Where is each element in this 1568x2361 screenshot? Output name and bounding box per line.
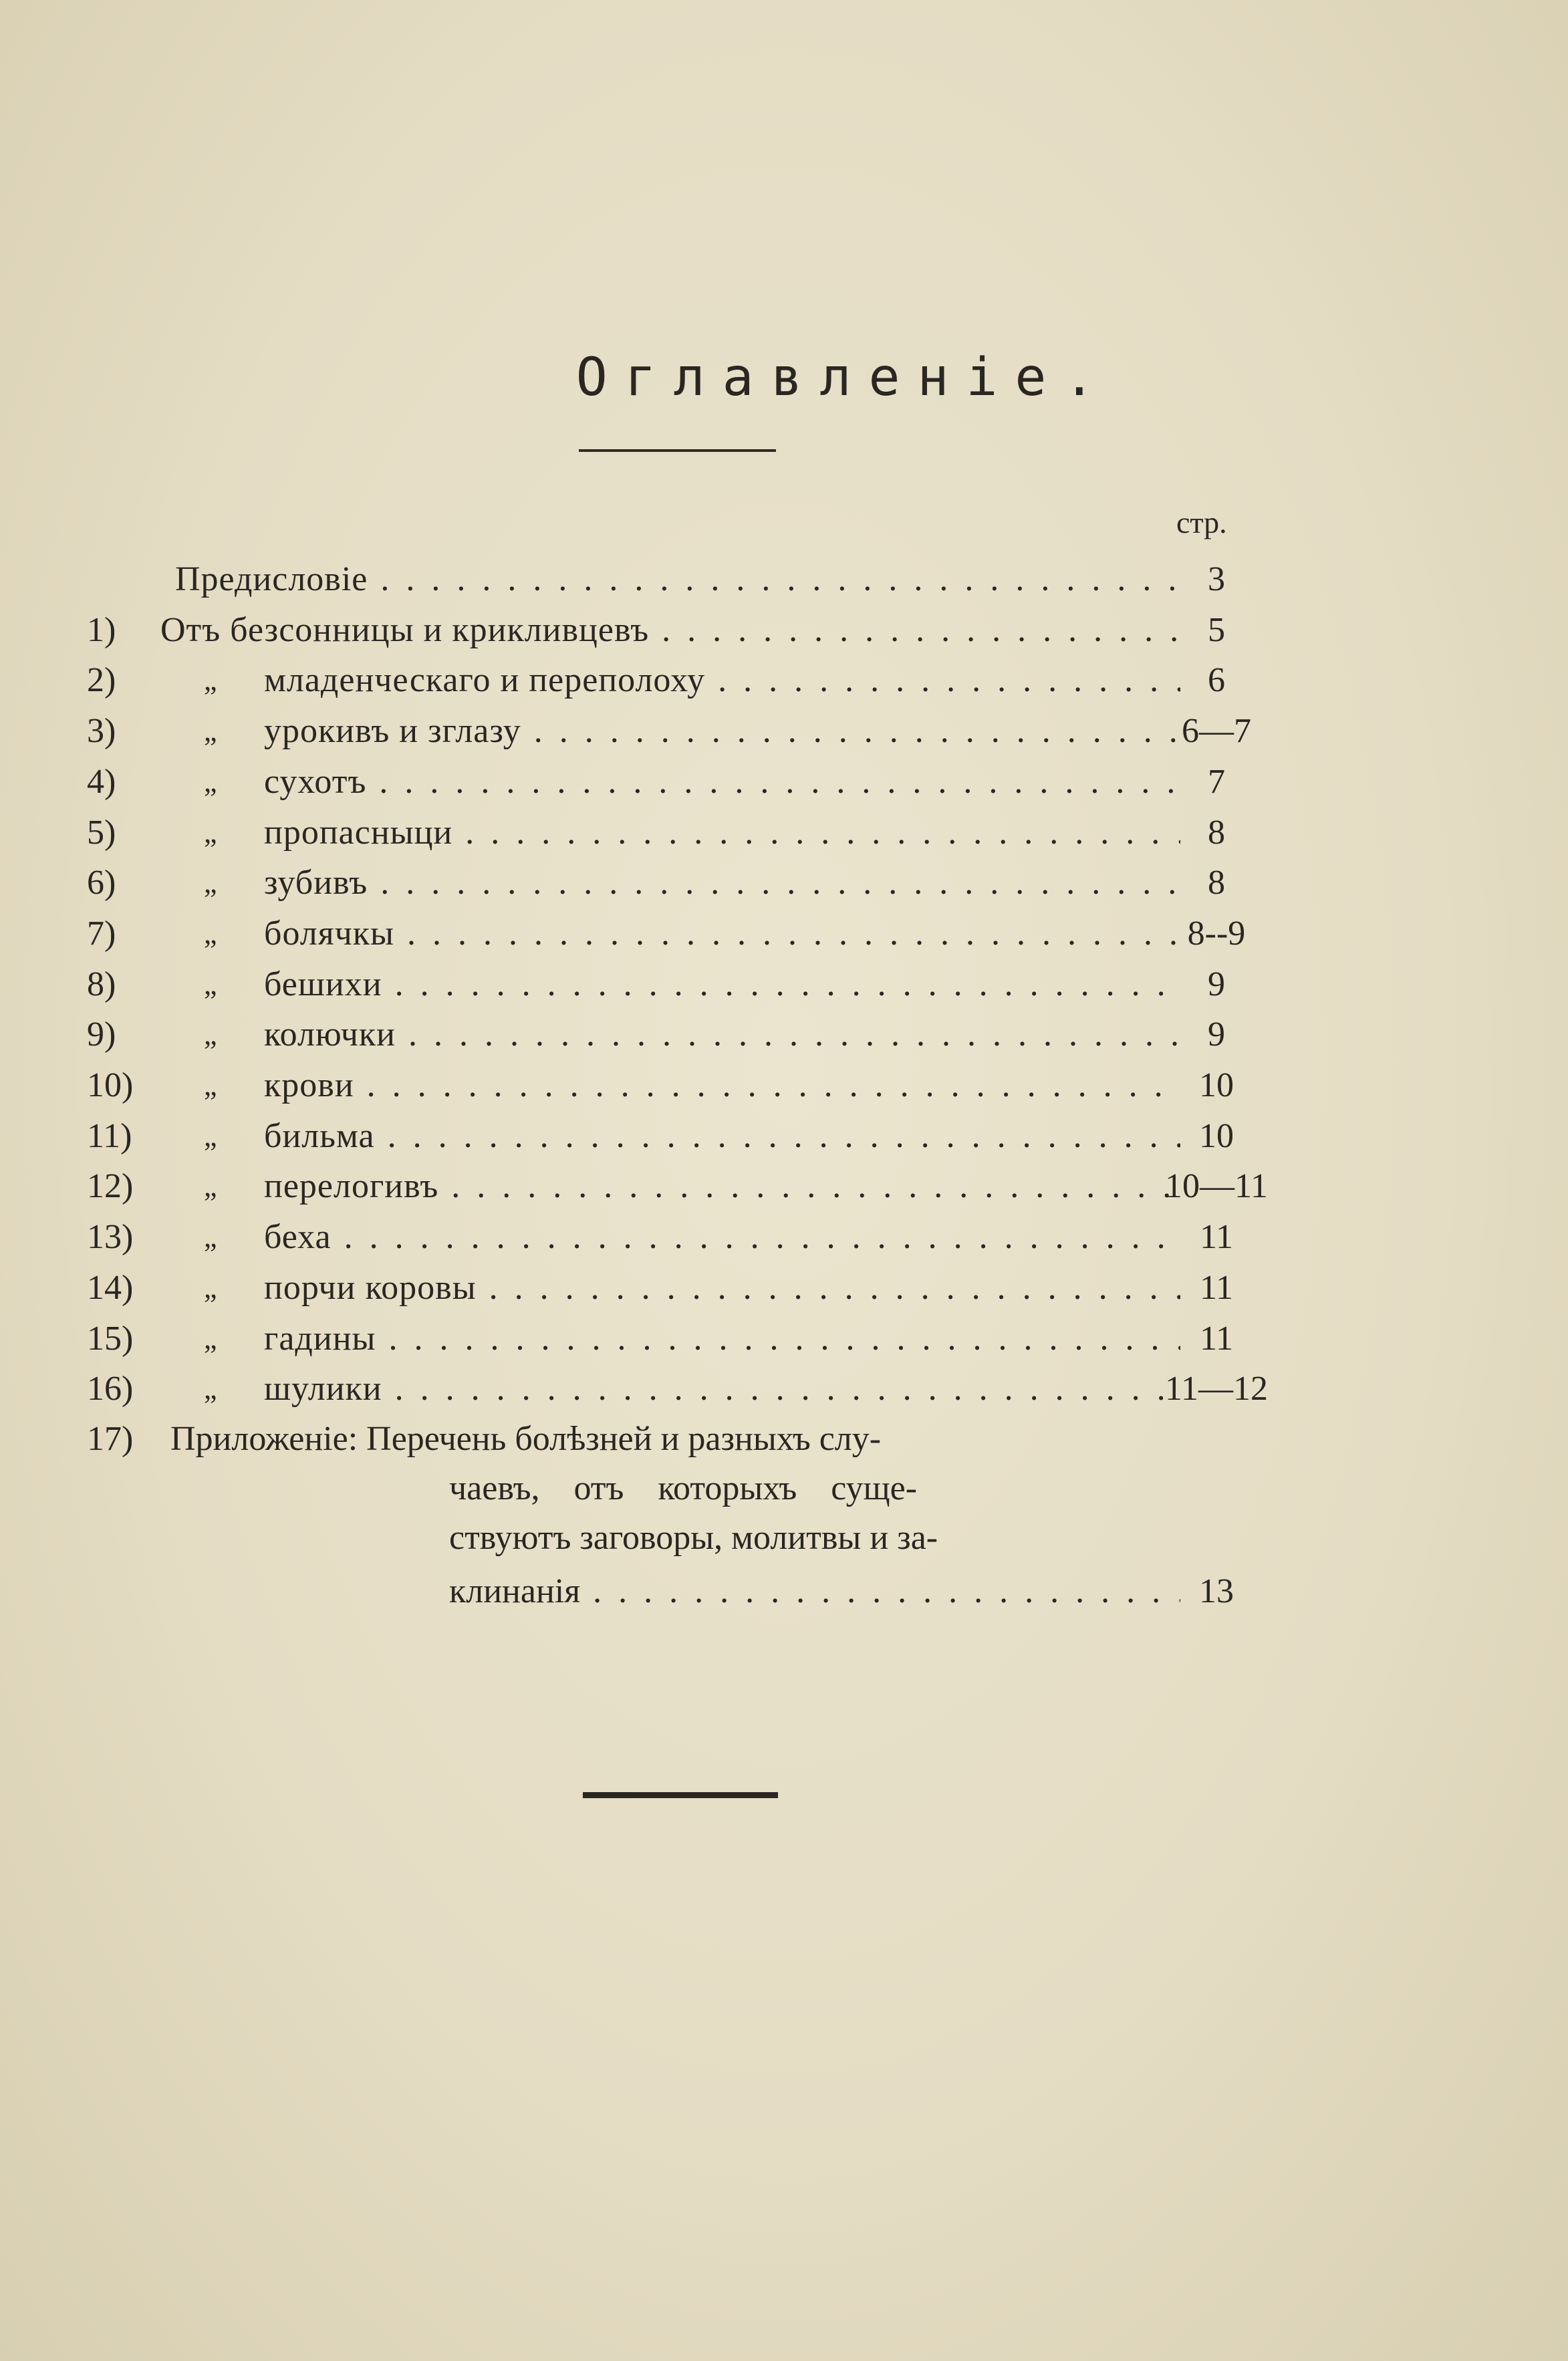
toc-entry <box>0 606 1568 655</box>
toc-entry <box>0 858 1568 908</box>
entry-page: 3 <box>1208 560 1225 598</box>
entry-title-text: гадины <box>264 1319 376 1358</box>
entry-title <box>264 757 1180 807</box>
entry-page: 10 <box>1199 1066 1234 1104</box>
ditto-mark: „ <box>204 1221 217 1254</box>
pages-column-header: стр. <box>1176 505 1227 539</box>
entry-page: 11 <box>1199 1268 1234 1307</box>
entry-title-text: пропасныци <box>264 813 453 852</box>
entry-page: 9 <box>1208 965 1225 1003</box>
entry-title-text: порчи коровы <box>264 1268 477 1307</box>
entry-number: 4) <box>87 762 116 801</box>
appendix-line-4-text: клинанія <box>449 1572 581 1610</box>
entry-page: 7 <box>1208 762 1225 801</box>
ditto-mark: „ <box>204 715 217 748</box>
entry-number: 15) <box>87 1319 134 1358</box>
appendix-line-3: ствуютъ заговоры, молитвы и за- <box>449 1519 938 1557</box>
entry-title-text: Отъ безсонницы и крикливцевъ <box>160 610 650 649</box>
entry-title-text: урокивъ и зглазу <box>264 712 521 751</box>
ditto-mark: „ <box>204 1119 217 1152</box>
entry-number: 6) <box>87 864 116 902</box>
entry-title-text: болячкы <box>264 914 394 953</box>
entry-title <box>264 1010 1180 1060</box>
entry-page: 11 <box>1199 1319 1234 1358</box>
toc-entry <box>0 909 1568 959</box>
toc-entry <box>0 1364 1568 1414</box>
ditto-mark: „ <box>204 967 217 1001</box>
entry-title <box>264 1314 1180 1364</box>
toc-entry <box>0 1263 1568 1313</box>
entry-page: 11 <box>1199 1218 1234 1257</box>
toc-entry <box>0 1112 1568 1161</box>
appendix-line-1: Приложеніе: Перечень болѣзней и разныхъ слу- <box>170 1420 882 1458</box>
ditto-mark: „ <box>204 1271 217 1304</box>
entry-title <box>264 1061 1180 1110</box>
ditto-mark: „ <box>204 816 217 849</box>
entry-number: 1) <box>87 610 116 649</box>
entry-title <box>264 656 1180 705</box>
appendix-page: 13 <box>1199 1572 1234 1610</box>
toc-entry <box>0 656 1568 705</box>
entry-title-text: бешихи <box>264 965 382 1003</box>
entry-title <box>264 909 1180 959</box>
ditto-mark: „ <box>204 866 217 900</box>
ditto-mark: „ <box>204 765 217 798</box>
entry-title <box>264 960 1180 1009</box>
ditto-mark: „ <box>204 1322 217 1355</box>
ditto-mark: „ <box>204 916 217 950</box>
toc-entry <box>0 1314 1568 1364</box>
entry-title <box>264 808 1180 858</box>
entry-title <box>264 1364 1180 1414</box>
entry-number: 2) <box>87 661 116 700</box>
appendix-line-4 <box>449 1567 1180 1616</box>
entry-page: 8 <box>1208 813 1225 852</box>
entry-page: 8 <box>1208 864 1225 902</box>
entry-page: 6—7 <box>1182 712 1251 751</box>
entry-title <box>264 858 1180 908</box>
entry-number: 3) <box>87 712 116 751</box>
entry-title-text: крови <box>264 1066 354 1104</box>
toc-entry <box>0 757 1568 807</box>
entry-number: 9) <box>87 1015 116 1054</box>
entry-title-text: Предисловіе <box>175 560 368 598</box>
entry-title-text: шулики <box>264 1370 382 1408</box>
toc-entry <box>0 555 1568 604</box>
entry-number: 14) <box>87 1268 134 1307</box>
ditto-mark: „ <box>204 1069 217 1102</box>
toc-entry <box>0 1213 1568 1262</box>
entry-title-text: беха <box>264 1218 332 1257</box>
toc-entry <box>0 707 1568 756</box>
entry-title-text: колючки <box>264 1015 396 1054</box>
ditto-mark: „ <box>204 1170 217 1203</box>
entry-page: 8--9 <box>1187 914 1246 953</box>
entry-title-text: бильма <box>264 1116 375 1155</box>
toc-entry <box>0 960 1568 1009</box>
entry-page: 5 <box>1208 610 1225 649</box>
entry-title-text: сухотъ <box>264 762 367 801</box>
ditto-mark: „ <box>204 1372 217 1406</box>
entry-title <box>264 707 1180 756</box>
entry-number: 7) <box>87 914 116 953</box>
entry-number: 16) <box>87 1370 134 1408</box>
entry-number: 13) <box>87 1218 134 1257</box>
end-rule <box>583 1792 778 1798</box>
page-title: Оглавленіе. <box>575 348 1113 408</box>
toc-entry <box>0 1061 1568 1110</box>
entry-page: 10 <box>1199 1116 1234 1155</box>
entry-title <box>175 555 1180 604</box>
entry-title-text: зубивъ <box>264 864 368 902</box>
appendix-number: 17) <box>87 1420 134 1458</box>
entry-page: 6 <box>1208 661 1225 700</box>
entry-number: 12) <box>87 1167 134 1206</box>
entry-page: 11—12 <box>1164 1370 1269 1408</box>
entry-number: 8) <box>87 965 116 1003</box>
entry-title <box>160 606 1180 655</box>
entry-page: 9 <box>1208 1015 1225 1054</box>
entry-number: 11) <box>87 1116 132 1155</box>
entry-title-text: перелогивъ <box>264 1167 439 1206</box>
toc-entry <box>0 1162 1568 1211</box>
entry-title-text: младенческаго и переполоху <box>264 661 706 700</box>
entry-number: 5) <box>87 813 116 852</box>
toc-entry <box>0 808 1568 858</box>
appendix-line-2: чаевъ, отъ которыхъ суще- <box>449 1469 918 1507</box>
entry-number: 10) <box>87 1066 134 1104</box>
entry-title <box>264 1162 1180 1211</box>
entry-title <box>264 1213 1180 1262</box>
ditto-mark: „ <box>204 1018 217 1051</box>
entry-title <box>264 1263 1180 1313</box>
ditto-mark: „ <box>204 664 217 697</box>
toc-entry <box>0 1010 1568 1060</box>
entry-title <box>264 1112 1180 1161</box>
entry-page: 10—11 <box>1164 1167 1269 1206</box>
